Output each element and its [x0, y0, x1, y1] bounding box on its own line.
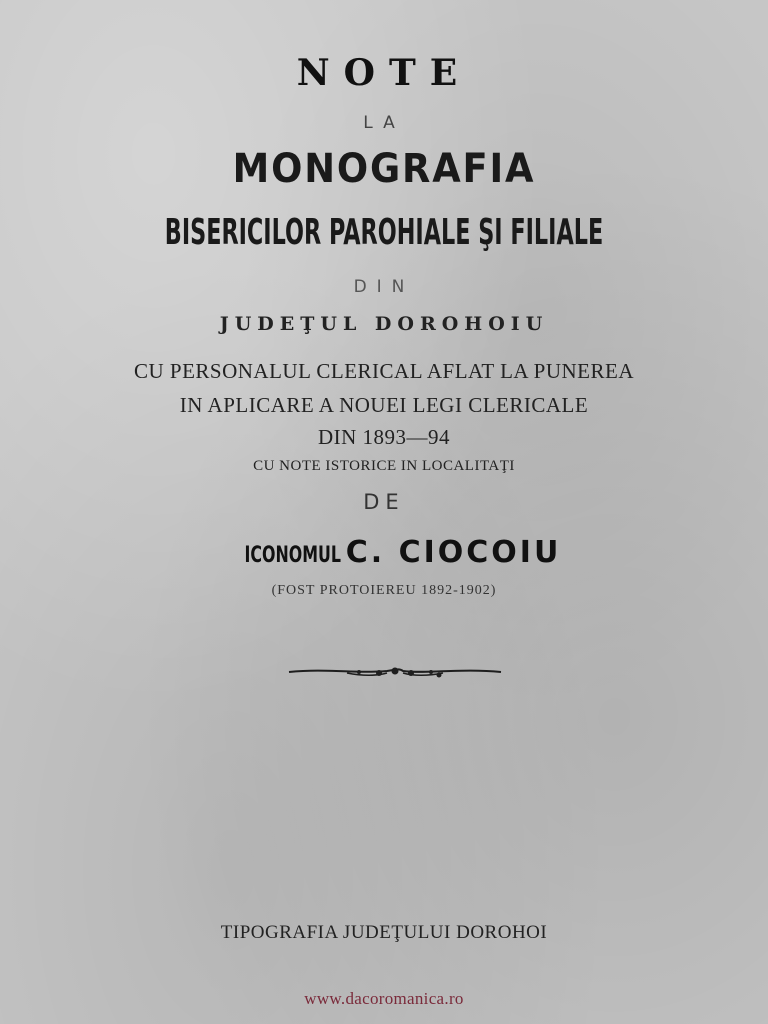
title-judetul: JUDEŢUL DOROHOIU [219, 313, 549, 335]
subtitle-note-istorice: CU NOTE ISTORICE IN LOCALITAŢI [253, 458, 515, 474]
subtitle-year: DIN 1893—94 [317, 425, 451, 449]
title-de: DE [363, 490, 405, 514]
title-monografia: MONOGRAFIA [232, 146, 536, 192]
title-bisericilor: BISERICILOR PAROHIALE ŞI FILIALE [164, 212, 604, 253]
watermark-url: www.dacoromanica.ro [304, 989, 464, 1008]
title-din: DIN [353, 277, 415, 297]
printer-imprint: TIPOGRAFIA JUDEŢULUI DOROHOI [220, 922, 548, 943]
subtitle-aplicare: IN APLICARE A NOUEI LEGI CLERICALE [179, 393, 589, 417]
author-prefix: ICONOMUL [244, 543, 341, 568]
subtitle-personalul: CU PERSONALUL CLERICAL AFLAT LA PUNEREA [133, 359, 634, 383]
title-note: NOTE [296, 52, 472, 94]
author-name: C. CIOCOIU [345, 535, 562, 570]
author-note: (FOST PROTOIEREU 1892-1902) [271, 583, 497, 598]
author-line [0, 535, 768, 570]
ornament-divider-icon [287, 662, 503, 682]
title-la: LA [363, 113, 405, 133]
